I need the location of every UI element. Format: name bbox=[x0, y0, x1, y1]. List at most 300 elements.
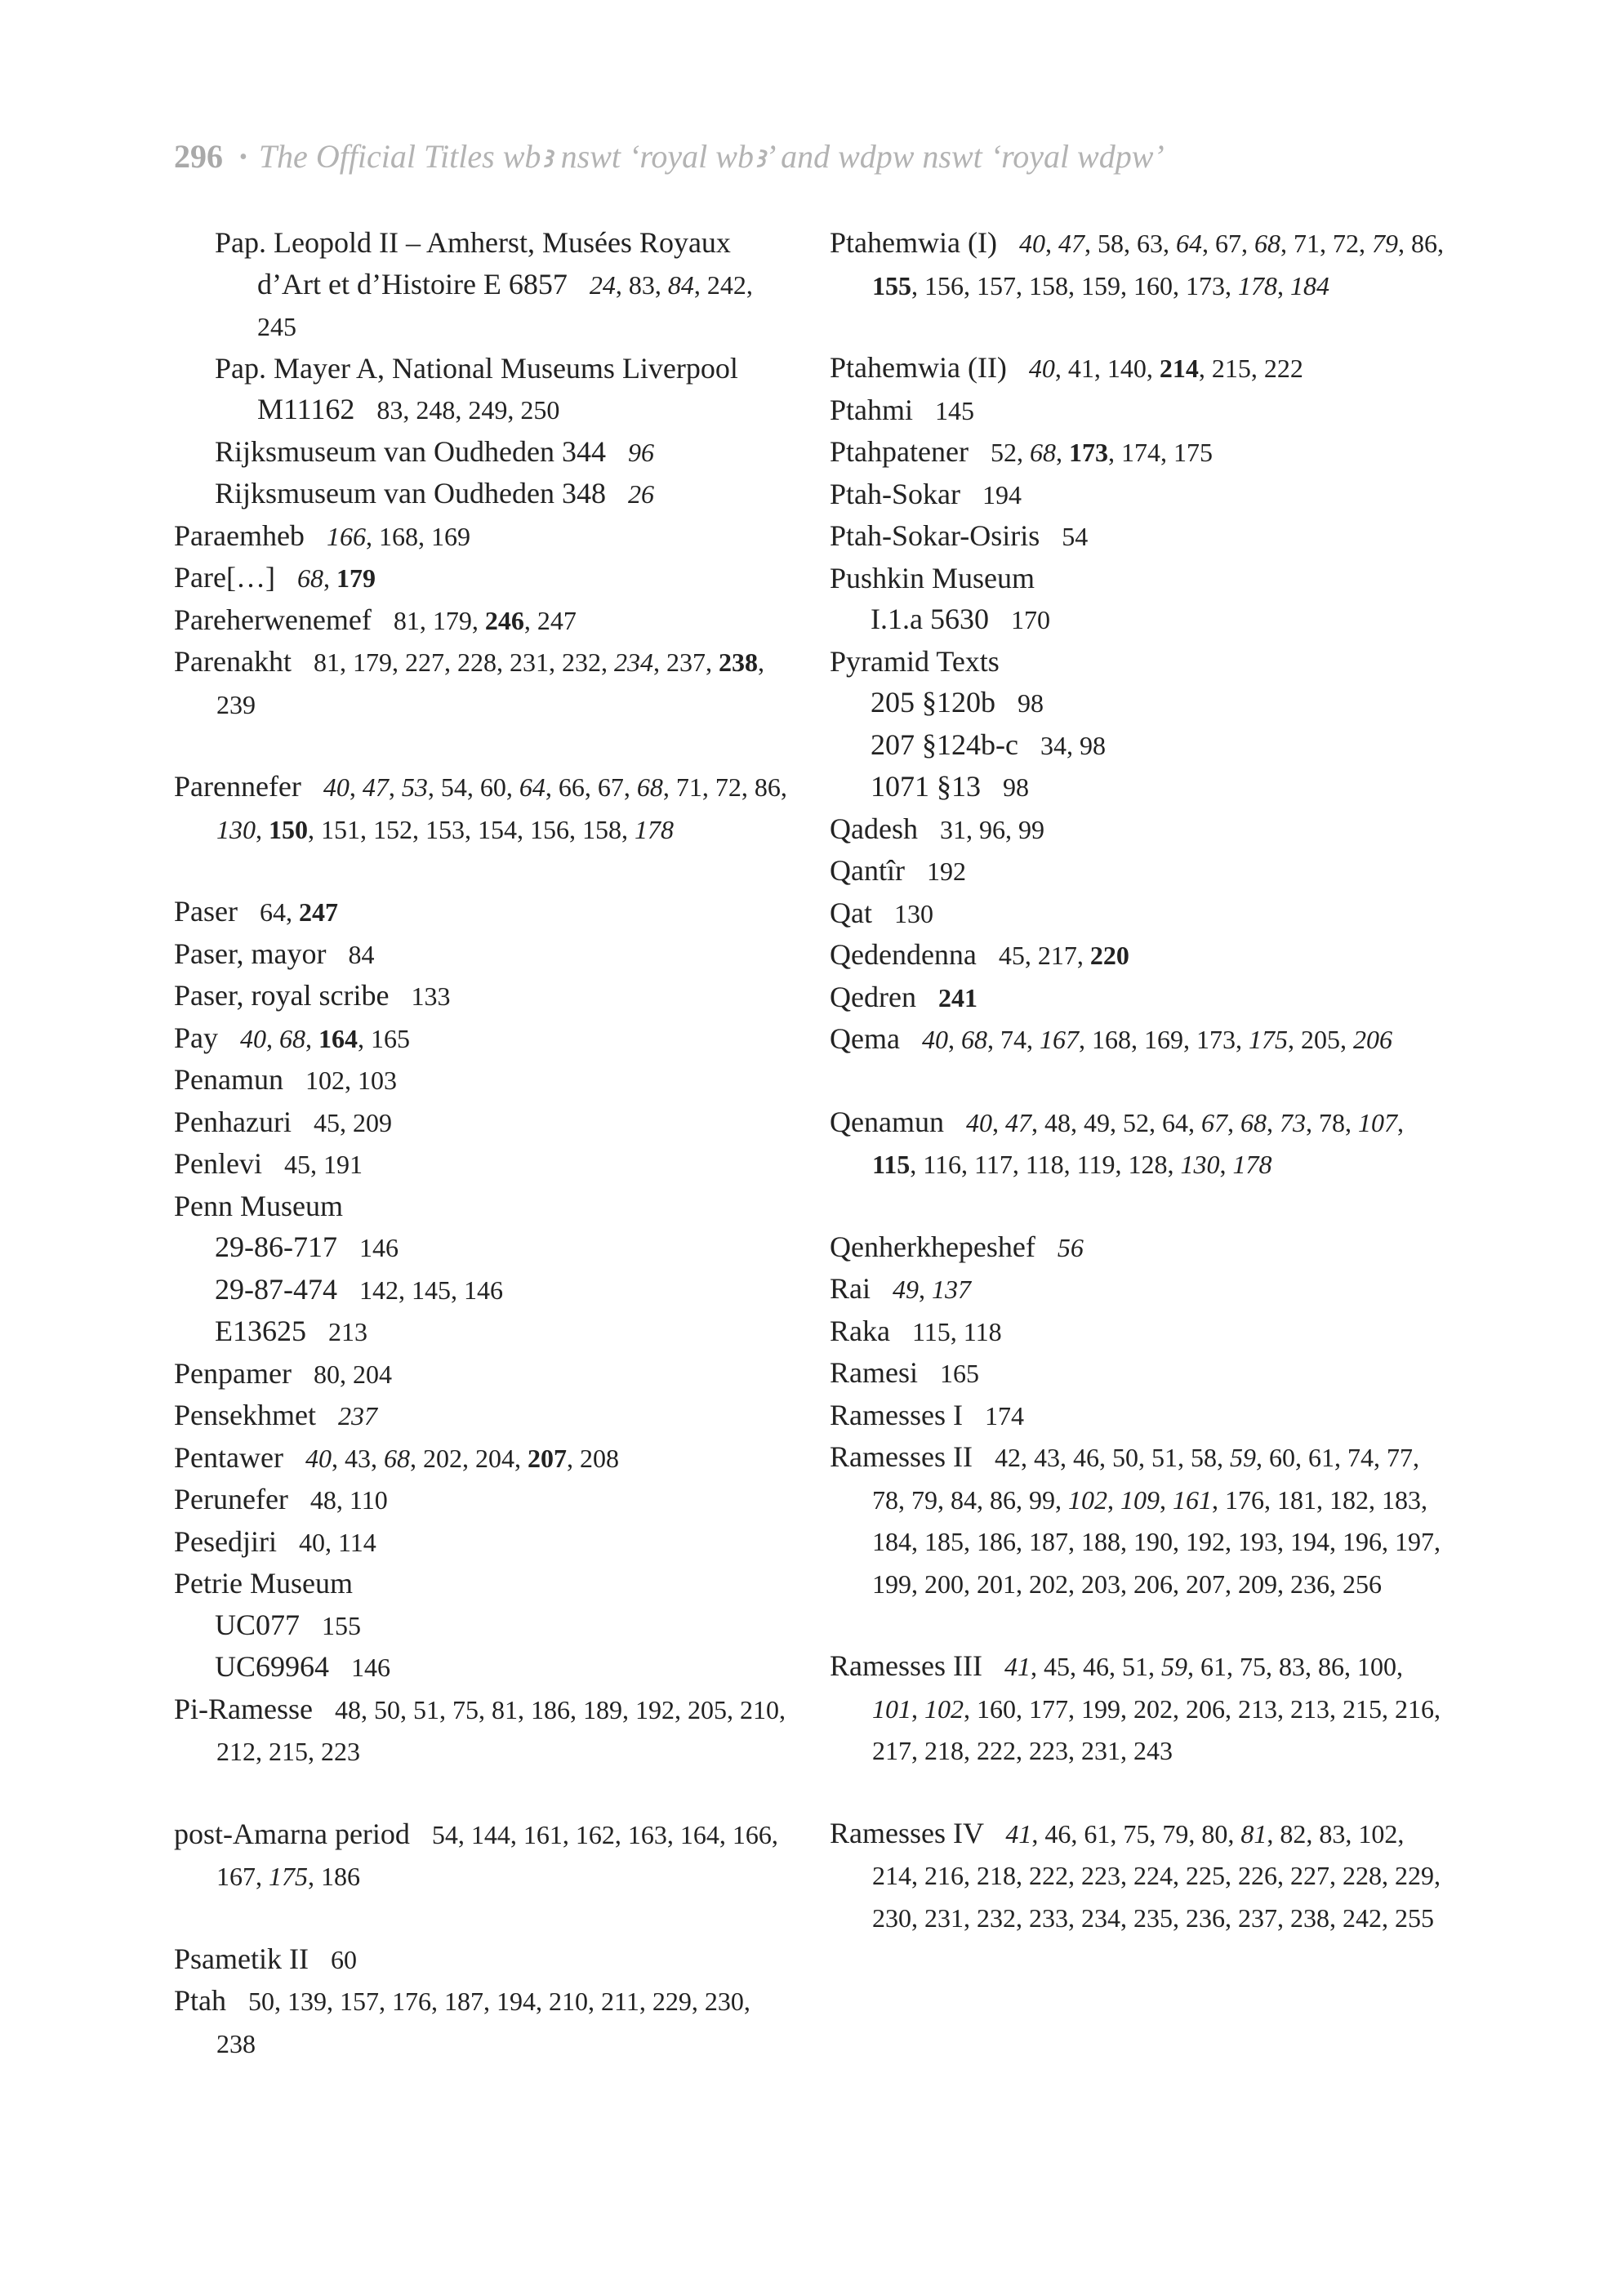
index-subentry bbox=[215, 1646, 795, 1689]
page-ref: 78 bbox=[1318, 1107, 1345, 1137]
index-page-refs: 49, 137 bbox=[893, 1275, 971, 1304]
page-ref: 158 bbox=[582, 814, 621, 844]
index-term: Qadesh bbox=[830, 812, 918, 845]
page-ref: 223 bbox=[321, 1737, 360, 1766]
page-ref: 227 bbox=[1290, 1861, 1329, 1890]
page-ref: 118 bbox=[963, 1316, 1002, 1346]
page-ref: 230 bbox=[872, 1902, 911, 1933]
index-page-refs: 31, 96, 99 bbox=[939, 814, 1044, 844]
page-ref: 176 bbox=[1225, 1484, 1264, 1515]
page-ref: 246 bbox=[484, 605, 524, 635]
page-ref: 102 bbox=[1358, 1818, 1398, 1849]
page-ref: 232 bbox=[977, 1902, 1016, 1933]
page-ref: 184 bbox=[872, 1527, 911, 1556]
page-ref: 68 bbox=[1240, 1107, 1267, 1137]
page-ref: 238 bbox=[1290, 1902, 1329, 1933]
page-ref: 67 bbox=[597, 772, 624, 802]
page-ref: 186 bbox=[530, 1694, 570, 1724]
page-ref: 68 bbox=[279, 1023, 305, 1053]
page-ref: 68 bbox=[383, 1443, 410, 1473]
index-page-refs: 41, 46, 61, 75, 79, 80, 81, 82, 83, 102, 214, 216, 218, 222, 223, 224, 225, 226, 227, 228, 229, 230, 231, 232, 233, 234, 235, 236, 237, 238, 242, 255 bbox=[872, 1818, 1441, 1933]
index-page-refs: 40, 47, 53, 54, 60, 64, 66, 67, 68, 71, 72, 86, 130, 150, 151, 152, 153, 154, 156, 158, 178 bbox=[216, 772, 787, 844]
index-entry bbox=[174, 1059, 795, 1101]
page-ref: 145 bbox=[935, 395, 975, 425]
index-page-refs: 142, 145, 146 bbox=[358, 1275, 503, 1305]
page-ref: 139 bbox=[287, 1987, 327, 2016]
page-ref: 227 bbox=[404, 647, 444, 677]
page-ref: 173 bbox=[1186, 270, 1225, 300]
page-ref: 54 bbox=[431, 1819, 458, 1849]
index-entry bbox=[174, 766, 795, 850]
page-ref: 213 bbox=[1290, 1693, 1329, 1724]
page-ref: 214 bbox=[872, 1861, 911, 1890]
page-ref: 194 bbox=[982, 479, 1022, 509]
page-ref: 217 bbox=[1037, 941, 1077, 970]
page-ref: 79 bbox=[1371, 229, 1398, 258]
index-term: Pay bbox=[174, 1021, 218, 1054]
page-ref: 222 bbox=[1029, 1861, 1068, 1890]
page-ref: 130 bbox=[1180, 1150, 1220, 1179]
index-page-refs: 41, 45, 46, 51, 59, 61, 75, 83, 86, 100, 101, 102, 160, 177, 199, 202, 206, 213, 213, 215, 216, 217, 218, 222, 223, 231, 243 bbox=[872, 1652, 1441, 1765]
page-ref: 237 bbox=[337, 1401, 377, 1431]
index-page-refs: 45, 217, 220 bbox=[998, 941, 1129, 970]
page-ref: 74 bbox=[1000, 1025, 1026, 1054]
page-ref: 208 bbox=[579, 1443, 619, 1473]
page-ref: 66 bbox=[558, 772, 585, 802]
index-page-refs: 48, 50, 51, 75, 81, 186, 189, 192, 205, 210, 212, 215, 223 bbox=[216, 1694, 786, 1766]
page-ref: 250 bbox=[520, 395, 560, 425]
page-ref: 151 bbox=[321, 814, 360, 844]
index-term: E13625 bbox=[215, 1315, 306, 1347]
page-ref: 194 bbox=[1290, 1527, 1329, 1556]
index-term: Parenakht bbox=[174, 645, 292, 678]
page-ref: 215 bbox=[269, 1737, 308, 1766]
page-ref: 163 bbox=[627, 1819, 667, 1849]
page-ref: 165 bbox=[371, 1023, 410, 1053]
index-entry bbox=[174, 1521, 795, 1564]
index-subentry bbox=[215, 1226, 795, 1269]
page-ref: 109 bbox=[1120, 1484, 1160, 1515]
page-ref: 51 bbox=[412, 1694, 439, 1724]
index-term: Qedendenna bbox=[830, 938, 977, 971]
index-entry bbox=[174, 1980, 795, 2064]
page-ref: 40 bbox=[1028, 354, 1055, 383]
index-page-refs bbox=[935, 396, 974, 425]
index-term: Paraemheb bbox=[174, 518, 305, 552]
index-entry bbox=[174, 1395, 795, 1437]
page-ref: 231 bbox=[1081, 1736, 1120, 1765]
page-ref: 192 bbox=[1186, 1527, 1225, 1556]
index-subentry bbox=[215, 431, 795, 474]
index-page-refs: 40, 68, 74, 167, 168, 169, 173, 175, 205, 206 bbox=[921, 1025, 1392, 1054]
page-ref: 237 bbox=[1238, 1902, 1277, 1933]
index-entry bbox=[174, 1186, 795, 1227]
page-ref: 102 bbox=[924, 1693, 964, 1724]
page-ref: 187 bbox=[1029, 1527, 1068, 1556]
page-ref: 83 bbox=[1278, 1652, 1305, 1681]
page-ref: 67 bbox=[1214, 229, 1241, 258]
page-ref: 255 bbox=[1395, 1902, 1434, 1933]
page-ref: 26 bbox=[627, 479, 654, 509]
index-page-refs bbox=[338, 1401, 377, 1431]
page-ref: 46 bbox=[1082, 1652, 1109, 1681]
index-page-refs bbox=[1011, 605, 1050, 634]
header-title: The Official Titles wbꜣ nswt ‘royal wbꜣ’ and wdpw nswt ‘royal wdpw’ bbox=[258, 138, 1165, 175]
index-subentry bbox=[215, 1604, 795, 1647]
page-ref: 45 bbox=[313, 1107, 340, 1137]
page-ref: 194 bbox=[497, 1987, 537, 2016]
page-ref: 168 bbox=[1091, 1025, 1131, 1054]
page-ref: 86 bbox=[1410, 229, 1437, 258]
index-page-refs: 40, 41, 140, 214, 215, 222 bbox=[1028, 354, 1303, 383]
page-ref: 157 bbox=[977, 270, 1016, 300]
page-ref: 174 bbox=[984, 1400, 1024, 1431]
index-entry bbox=[830, 222, 1450, 306]
page-ref: 119 bbox=[1076, 1150, 1116, 1179]
page-ref: 160 bbox=[1133, 270, 1173, 300]
page-ref: 202 bbox=[1029, 1568, 1068, 1599]
index-term: I.1.a 5630 bbox=[871, 603, 989, 635]
page-ref: 31 bbox=[939, 814, 966, 844]
index-term: Ptahemwia (II) bbox=[830, 351, 1007, 384]
page-ref: 243 bbox=[1133, 1736, 1173, 1765]
index-entry bbox=[174, 1813, 795, 1898]
page-ref: 130 bbox=[893, 898, 933, 928]
page-ref: 48 bbox=[334, 1694, 361, 1724]
page-ref: 229 bbox=[652, 1987, 692, 2016]
page-ref: 80 bbox=[313, 1359, 340, 1389]
page-ref: 175 bbox=[269, 1862, 308, 1891]
page-ref: 52 bbox=[990, 438, 1017, 467]
page-ref: 41 bbox=[1004, 1652, 1031, 1681]
index-entry bbox=[830, 641, 1450, 683]
page-ref: 209 bbox=[352, 1107, 392, 1137]
page-ref: 75 bbox=[452, 1694, 479, 1724]
page-ref: 68 bbox=[1254, 229, 1280, 258]
page-ref: 204 bbox=[352, 1359, 392, 1389]
page-ref: 84 bbox=[667, 269, 694, 300]
page-ref: 213 bbox=[328, 1317, 367, 1346]
page-ref: 242 bbox=[1343, 1902, 1382, 1933]
index-page-refs: 166, 168, 169 bbox=[326, 521, 470, 551]
page-ref: 46 bbox=[1072, 1443, 1099, 1472]
index-page-refs: 64, 247 bbox=[259, 897, 338, 927]
page-ref: 81 bbox=[1240, 1818, 1267, 1849]
page-ref: 40 bbox=[305, 1443, 332, 1473]
index-entry bbox=[174, 1689, 795, 1773]
page-ref: 96 bbox=[627, 437, 654, 467]
page-ref: 161 bbox=[1173, 1484, 1212, 1515]
page-ref: 236 bbox=[1186, 1902, 1225, 1933]
page-ref: 145 bbox=[411, 1275, 451, 1305]
index-term: Pareherwenemef bbox=[174, 603, 372, 636]
page-ref: 234 bbox=[613, 647, 653, 677]
index-page-refs bbox=[322, 1611, 361, 1640]
index-entry bbox=[830, 808, 1450, 851]
page-number: 296 bbox=[174, 138, 223, 175]
page-ref: 61 bbox=[1307, 1443, 1334, 1472]
index-term: UC69964 bbox=[215, 1650, 330, 1683]
page-ref: 68 bbox=[636, 772, 663, 802]
page-ref: 184 bbox=[1290, 270, 1329, 300]
page-ref: 96 bbox=[978, 814, 1005, 844]
page-ref: 46 bbox=[1044, 1818, 1071, 1849]
page-ref: 40 bbox=[921, 1025, 948, 1054]
page-ref: 223 bbox=[1029, 1736, 1068, 1765]
page-ref: 167 bbox=[216, 1862, 256, 1891]
index-subentry bbox=[215, 1310, 795, 1353]
page-ref: 207 bbox=[1186, 1568, 1225, 1599]
index-term: Qema bbox=[830, 1022, 900, 1055]
page-ref: 71 bbox=[1293, 229, 1320, 258]
page-ref: 82 bbox=[1280, 1818, 1307, 1849]
index-entry bbox=[830, 892, 1450, 935]
index-page-refs: 115, 118 bbox=[911, 1316, 1002, 1346]
page-ref: 67 bbox=[1200, 1107, 1227, 1137]
page-ref: 115 bbox=[872, 1150, 911, 1179]
page-ref: 162 bbox=[575, 1819, 615, 1849]
page-ref: 102 bbox=[1068, 1484, 1107, 1515]
index-entry bbox=[174, 891, 795, 933]
page-ref: 239 bbox=[216, 689, 256, 719]
page-ref: 61 bbox=[1084, 1818, 1111, 1849]
page-ref: 210 bbox=[549, 1987, 589, 2016]
page-ref: 191 bbox=[323, 1150, 363, 1179]
index-term: 29-86-717 bbox=[215, 1230, 337, 1263]
page-ref: 116 bbox=[923, 1150, 962, 1179]
page-ref: 179 bbox=[336, 563, 376, 593]
page-ref: 179 bbox=[352, 647, 392, 677]
index-entry bbox=[830, 1101, 1450, 1186]
page-ref: 210 bbox=[739, 1694, 779, 1724]
page-ref: 174 bbox=[1120, 438, 1160, 467]
page-ref: 156 bbox=[530, 814, 569, 844]
index-term: Perunefer bbox=[174, 1483, 288, 1515]
page-ref: 205 bbox=[1300, 1025, 1340, 1054]
page-ref: 206 bbox=[1186, 1693, 1225, 1724]
page-ref: 49 bbox=[893, 1275, 919, 1304]
page-ref: 226 bbox=[1238, 1861, 1277, 1890]
page-ref: 74 bbox=[1347, 1443, 1374, 1472]
page-ref: 182 bbox=[1329, 1484, 1369, 1515]
page-ref: 54 bbox=[1062, 522, 1089, 551]
page-ref: 68 bbox=[960, 1025, 987, 1054]
index-page-refs bbox=[938, 983, 977, 1012]
page-ref: 83 bbox=[376, 395, 403, 425]
page-ref: 47 bbox=[1058, 229, 1084, 258]
page-ref: 187 bbox=[444, 1987, 484, 2016]
page-ref: 146 bbox=[351, 1653, 391, 1682]
index-page-refs: 40, 43, 68, 202, 204, 207, 208 bbox=[305, 1443, 619, 1473]
page-ref: 218 bbox=[977, 1861, 1016, 1890]
index-term: Qenherkhepeshef bbox=[830, 1230, 1035, 1263]
page-ref: 118 bbox=[1025, 1150, 1064, 1179]
index-page-refs bbox=[894, 899, 933, 928]
page-ref: 40 bbox=[1018, 229, 1045, 258]
index-term: Qat bbox=[830, 896, 872, 929]
page-ref: 154 bbox=[478, 814, 517, 844]
page-ref: 64 bbox=[259, 897, 286, 927]
index-term: Penhazuri bbox=[174, 1105, 292, 1138]
page-ref: 59 bbox=[1229, 1443, 1256, 1472]
index-term: Ramesi bbox=[830, 1356, 918, 1389]
page-ref: 68 bbox=[1029, 438, 1056, 467]
index-entry bbox=[830, 1310, 1450, 1353]
index-entry bbox=[174, 1101, 795, 1144]
page-ref: 45 bbox=[1043, 1652, 1070, 1681]
page-ref: 81 bbox=[313, 647, 340, 677]
index-page-refs: 45, 209 bbox=[313, 1107, 392, 1137]
page-ref: 71 bbox=[675, 772, 702, 802]
page-ref: 181 bbox=[1277, 1484, 1316, 1515]
running-header bbox=[174, 137, 1165, 176]
page-ref: 60 bbox=[1268, 1443, 1295, 1472]
page-ref: 79 bbox=[1162, 1818, 1189, 1849]
index-term: 205 §120b bbox=[871, 686, 995, 719]
index-page-refs bbox=[927, 857, 966, 886]
index-term: Penn Museum bbox=[174, 1189, 343, 1222]
page-ref: 60 bbox=[479, 772, 506, 802]
index-page-refs bbox=[982, 480, 1022, 509]
index-term: Pesedjiri bbox=[174, 1524, 277, 1558]
index-subentry bbox=[215, 1269, 795, 1311]
index-entry bbox=[174, 1143, 795, 1186]
index-page-refs: 45, 191 bbox=[283, 1150, 363, 1179]
index-term: post-Amarna period bbox=[174, 1817, 410, 1850]
page-ref: 64 bbox=[1161, 1107, 1188, 1137]
page-ref: 83 bbox=[628, 269, 655, 300]
index-page-refs bbox=[628, 438, 654, 467]
index-page-refs: 80, 204 bbox=[313, 1359, 392, 1389]
page-ref: 225 bbox=[1186, 1861, 1225, 1890]
page-ref: 42 bbox=[994, 1443, 1021, 1472]
index-page-refs bbox=[411, 981, 450, 1011]
index-entry bbox=[830, 1018, 1450, 1061]
index-entry bbox=[174, 557, 795, 599]
page-ref: 56 bbox=[1057, 1232, 1084, 1262]
page-ref: 107 bbox=[1357, 1107, 1397, 1137]
page-ref: 137 bbox=[932, 1275, 971, 1304]
index-term: Rijksmuseum van Oudheden 344 bbox=[215, 434, 606, 468]
page-ref: 110 bbox=[349, 1485, 388, 1515]
page-ref: 130 bbox=[216, 814, 256, 844]
page-ref: 215 bbox=[1343, 1693, 1382, 1724]
page-ref: 81 bbox=[393, 605, 420, 635]
page-ref: 153 bbox=[425, 814, 465, 844]
page-ref: 75 bbox=[1123, 1818, 1150, 1849]
page-ref: 247 bbox=[537, 605, 577, 635]
page-ref: 202 bbox=[1133, 1693, 1173, 1724]
index-term: 1071 §13 bbox=[871, 770, 981, 803]
page-ref: 40 bbox=[240, 1023, 266, 1053]
index-term: Raka bbox=[830, 1314, 890, 1347]
index-page-refs bbox=[628, 479, 654, 509]
index-entry bbox=[174, 1017, 795, 1060]
index-page-refs: 40, 68, 164, 165 bbox=[240, 1023, 410, 1053]
index-entry bbox=[830, 558, 1450, 599]
page-ref: 178 bbox=[1232, 1150, 1272, 1179]
index-term: Pushkin Museum bbox=[830, 561, 1035, 594]
index-term: Paser, mayor bbox=[174, 937, 327, 970]
index-page-refs bbox=[349, 940, 375, 969]
page-ref: 166 bbox=[326, 521, 366, 551]
page-ref: 213 bbox=[1238, 1693, 1277, 1724]
index-page-refs: 48, 110 bbox=[310, 1485, 388, 1515]
page-ref: 140 bbox=[1107, 354, 1147, 383]
page-ref: 102 bbox=[305, 1066, 345, 1095]
page-ref: 217 bbox=[872, 1736, 911, 1765]
page-ref: 166 bbox=[732, 1819, 772, 1849]
index-entry bbox=[174, 1938, 795, 1981]
index-page-refs: 83, 248, 249, 250 bbox=[376, 395, 560, 425]
page-ref: 98 bbox=[1018, 688, 1044, 718]
index-term: Qenamun bbox=[830, 1105, 944, 1138]
page-ref: 68 bbox=[296, 563, 323, 593]
index-page-refs bbox=[1003, 772, 1029, 802]
page-ref: 186 bbox=[321, 1862, 360, 1891]
page-ref: 238 bbox=[718, 647, 758, 677]
page-ref: 24 bbox=[589, 269, 616, 300]
page-ref: 189 bbox=[582, 1694, 622, 1724]
index-page-refs: 50, 139, 157, 176, 187, 194, 210, 211, 229, 230, 238 bbox=[216, 1987, 750, 2058]
page-ref: 51 bbox=[1121, 1652, 1148, 1681]
index-page-refs: 81, 179, 246, 247 bbox=[393, 605, 577, 635]
index-entry bbox=[830, 1268, 1450, 1310]
page-ref: 242 bbox=[706, 269, 746, 300]
index-entry bbox=[830, 431, 1450, 474]
page-ref: 144 bbox=[470, 1819, 510, 1849]
index-page-refs bbox=[331, 1945, 357, 1974]
page-ref: 186 bbox=[977, 1527, 1016, 1556]
index-term: Rijksmuseum van Oudheden 348 bbox=[215, 477, 606, 509]
page-ref: 58 bbox=[1190, 1443, 1217, 1472]
page-ref: 212 bbox=[216, 1737, 256, 1766]
index-term: Ptah-Sokar-Osiris bbox=[830, 519, 1040, 552]
index-page-refs bbox=[351, 1653, 390, 1682]
page-ref: 256 bbox=[1343, 1568, 1382, 1599]
index-term: UC077 bbox=[215, 1608, 301, 1641]
index-term: Petrie Museum bbox=[174, 1567, 353, 1600]
page-ref: 152 bbox=[373, 814, 412, 844]
page-ref: 40 bbox=[323, 772, 350, 802]
page-ref: 173 bbox=[1068, 438, 1108, 467]
page-ref: 223 bbox=[1081, 1861, 1120, 1890]
page-ref: 249 bbox=[468, 395, 508, 425]
index-page-refs bbox=[940, 1359, 979, 1388]
index-entry bbox=[830, 389, 1450, 432]
page-ref: 173 bbox=[1196, 1025, 1236, 1054]
page-ref: 232 bbox=[561, 647, 601, 677]
page-ref: 78 bbox=[872, 1484, 898, 1515]
index-term: Ptah-Sokar bbox=[830, 477, 960, 510]
page-ref: 84 bbox=[348, 939, 375, 969]
page-ref: 178 bbox=[1238, 270, 1277, 300]
page-ref: 193 bbox=[1238, 1527, 1277, 1556]
page-ref: 222 bbox=[977, 1736, 1016, 1765]
page-ref: 237 bbox=[666, 647, 706, 677]
index-term: Pare[…] bbox=[174, 561, 275, 594]
page-ref: 238 bbox=[216, 2028, 256, 2058]
index-page-refs bbox=[985, 1401, 1024, 1431]
index-term: Ptahemwia (I) bbox=[830, 226, 997, 259]
index-entry bbox=[830, 515, 1450, 558]
index-page-refs bbox=[1058, 1233, 1084, 1262]
page-ref: 159 bbox=[1081, 270, 1120, 300]
page-ref: 160 bbox=[977, 1693, 1016, 1724]
page-ref: 203 bbox=[1081, 1568, 1120, 1599]
index-term: Ramesses III bbox=[830, 1649, 982, 1682]
page-ref: 177 bbox=[1029, 1693, 1068, 1724]
